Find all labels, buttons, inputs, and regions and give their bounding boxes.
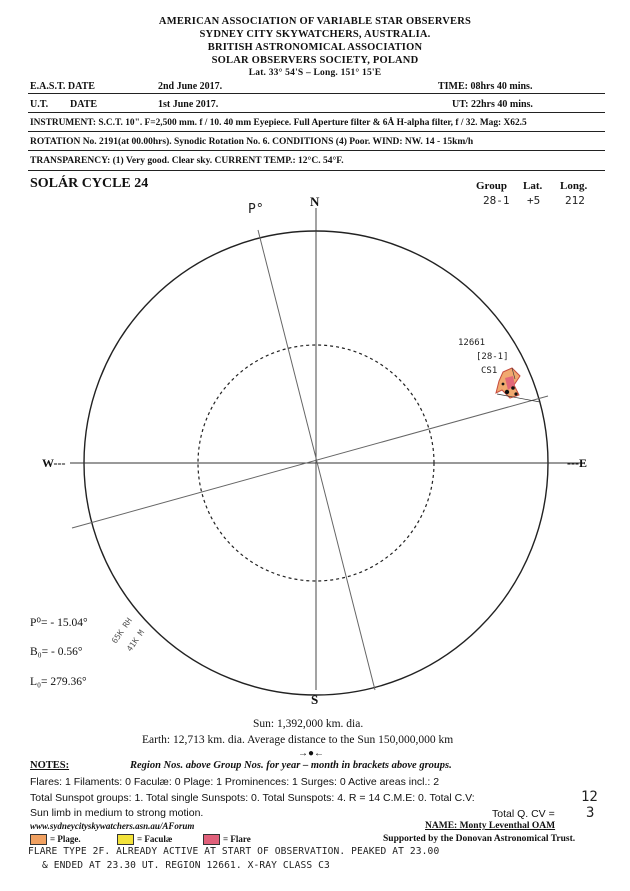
sun-diameter: Sun: 1,392,000 km. dia. <box>253 718 364 730</box>
header-line-4: SOLAR OBSERVERS SOCIETY, POLAND <box>211 55 419 66</box>
ut-label: U.T. <box>30 99 49 110</box>
ut-time: UT: 22hrs 40 mins. <box>452 99 533 110</box>
region-date: [28-1] <box>476 352 509 362</box>
notes-line-2: Total Sunspot groups: 1. Total single Sunspots: 0. Total Sunspots: 4. R = 14 C.M.E: 0. Total C.V: <box>30 792 475 804</box>
plage-swatch <box>30 834 47 845</box>
west-label: W--- <box>42 456 66 470</box>
col-group: Group <box>476 180 507 192</box>
east-date-label: E.A.S.T. DATE <box>30 81 95 92</box>
header-line-2: SYDNEY CITY SKYWATCHERS, AUSTRALIA. <box>199 29 431 40</box>
time-label: TIME: 08hrs 40 mins. <box>438 81 533 92</box>
location: Lat. 33° 54'S – Long. 151° 15'E <box>248 68 382 78</box>
legend-faculae-label: = Faculæ <box>137 834 173 844</box>
flare-swatch <box>203 834 220 845</box>
transparency: TRANSPARENCY: (1) Very good. Clear sky. CURRENT TEMP.: 12°C. 54°F. <box>30 156 344 166</box>
col-long: Long. <box>560 180 588 192</box>
north-label: N <box>310 194 320 209</box>
south-label: S <box>311 692 319 707</box>
header-line-3: BRITISH ASTRONOMICAL ASSOCIATION <box>207 42 423 53</box>
earth-info: Earth: 12,713 km. dia. Average distance to the Sun 150,000,000 km <box>142 734 454 746</box>
col-lat: Lat. <box>523 180 543 192</box>
notes-line-3: Sun limb in medium to strong motion. <box>30 807 204 819</box>
faculae-swatch <box>117 834 134 845</box>
observer-name: NAME: Monty Leventhal OAM <box>425 821 556 831</box>
side-note-2: 41K M <box>125 628 147 654</box>
rotation: ROTATION No. 2191(at 00.00hrs). Synodic Rotation No. 6. CONDITIONS (4) Poor. WIND: NW. 14 - 15km/h <box>30 137 474 147</box>
instrument: INSTRUMENT: S.C.T. 10". F=2,500 mm. f / 10. 40 mm Eyepiece. Full Aperture filter & 6Å H-alpha filter, f / 32. Mag: X62.5 <box>30 118 527 128</box>
cycle-title: SOLÁR CYCLE 24 <box>30 176 149 191</box>
p0-mark: P° <box>248 202 264 217</box>
legend-plage-label: = Plage. <box>50 834 81 844</box>
group-value: 28-1 <box>483 194 510 207</box>
qcv-value: 3 <box>586 805 595 821</box>
region-class: CS1 <box>481 366 498 376</box>
legend-flare <box>203 834 251 845</box>
side-note-1: 65K RH <box>110 616 134 646</box>
cv-value: 12 <box>581 789 598 805</box>
long-value: 212 <box>565 194 585 207</box>
notes-header: Region Nos. above Group Nos. for year – month in brackets above groups. <box>130 760 452 771</box>
lat-value: +5 <box>527 194 541 207</box>
legend-flare-label: = Flare <box>223 834 251 844</box>
header-line-1: AMERICAN ASSOCIATION OF VARIABLE STAR OBSERVERS <box>158 16 472 27</box>
qcv-label: Total Q. CV = <box>492 808 555 820</box>
b0-value: B₀= - 0.56° <box>30 646 83 658</box>
legend-faculae <box>117 834 172 845</box>
support-note: Supported by the Donovan Astronomical Trust. <box>383 834 576 844</box>
east-date-value: 2nd June 2017. <box>158 81 223 92</box>
east-label: ---E <box>567 456 587 470</box>
notes-label: NOTES: <box>30 760 70 771</box>
notes-line-1: Flares: 1 Filaments: 0 Faculæ: 0 Plage: 1 Prominences: 1 Surges: 0 Active areas incl.: 2 <box>30 776 440 788</box>
ut-date-value: 1st June 2017. <box>158 99 219 110</box>
region-number: 12661 <box>458 338 486 348</box>
sunspot-group-12661 <box>496 368 520 398</box>
legend-plage <box>30 834 81 845</box>
divider-symbol: →●← <box>298 748 325 759</box>
ut-date-label: DATE <box>70 99 98 110</box>
handwritten-note-1: FLARE TYPE 2F. ALREADY ACTIVE AT START OF OBSERVATION. PEAKED AT 23.00 <box>28 846 440 857</box>
l0-value: L₀= 279.36° <box>30 676 87 688</box>
equator-line <box>72 396 548 528</box>
handwritten-note-2: & ENDED AT 23.30 UT. REGION 12661. X-RAY CLASS C3 <box>42 860 330 871</box>
p0-value: P⁰= - 15.04° <box>30 617 88 629</box>
website-link[interactable]: www.sydneycityskywatchers.asn.au/AForum <box>30 821 195 831</box>
